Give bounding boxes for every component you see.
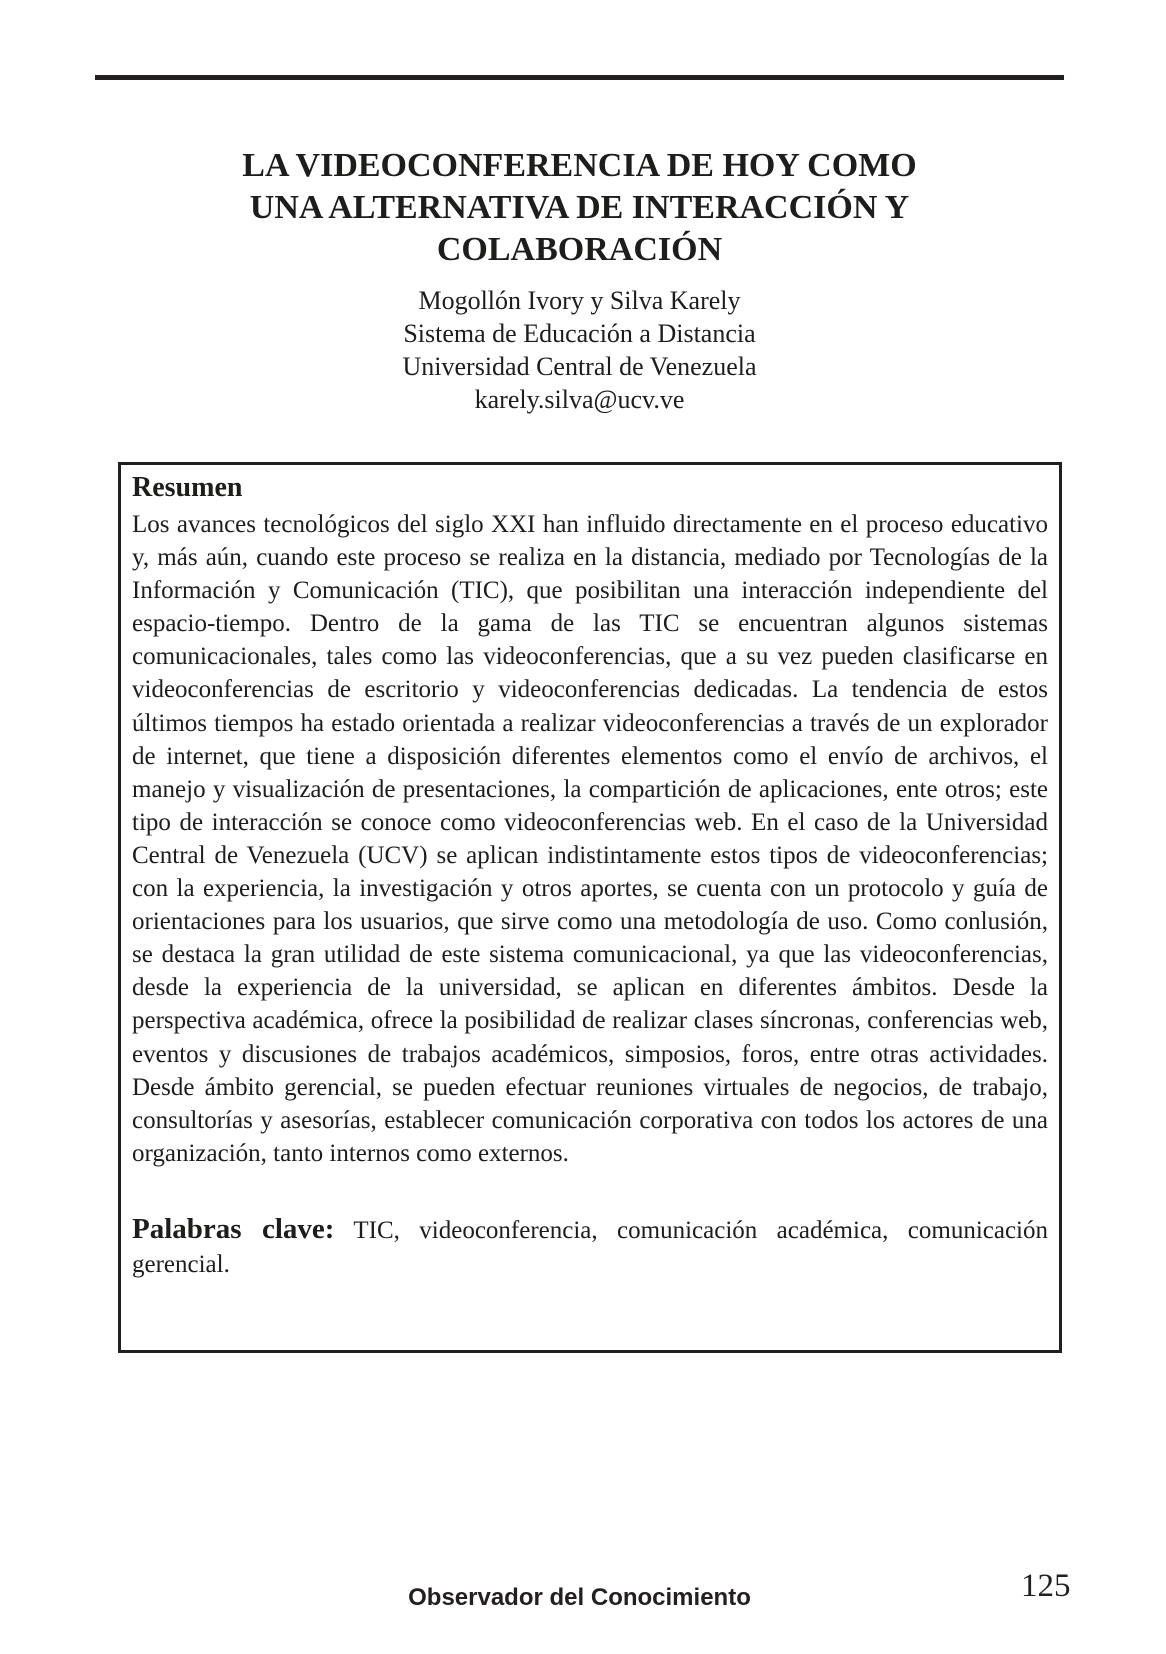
article-title-line-3: COLABORACIÓN [436, 231, 723, 268]
top-horizontal-rule [95, 75, 1064, 80]
abstract-box [118, 462, 1062, 1353]
keywords-paragraph [132, 1212, 1048, 1282]
affiliation-unit: Sistema de Educación a Distancia [403, 319, 756, 348]
article-title [95, 145, 1064, 271]
author-names: Mogollón Ivory y Silva Karely [418, 286, 741, 315]
journal-name: Observador del Conocimiento [408, 1584, 751, 1611]
article-title-line-1: LA VIDEOCONFERENCIA DE HOY COMO [242, 147, 917, 184]
keywords-label: Palabras clave: [132, 1212, 335, 1245]
article-title-line-2: UNA ALTERNATIVA DE INTERACCIÓN Y [249, 189, 910, 226]
affiliation-university: Universidad Central de Venezuela [402, 352, 757, 381]
byline-block [95, 284, 1064, 416]
abstract-text: Los avances tecnológicos del siglo XXI han influido directamente en el proceso educativo y, más aún, cuando este proceso se realiza en la distancia, mediado por Tecnologías de la Información y Comunicación (TIC), que posibilitan una interacción independiente del espacio-tiempo. Dentro de la gama de las TIC se encuentran algunos sistemas comunicacionales, tales como las videoconferencias, que a su vez pueden clasificarse en videoconferencias de escritorio y videoconferencias dedicadas. La tendencia de estos últimos tiempos ha estado orientada a realizar videoconferencias a través de un explorador de internet, que tiene a disposición diferentes elementos como el envío de archivos, el manejo y visualización de presentaciones, la compartición de aplicaciones, ente otros; este tipo de interacción se conoce como videoconferencias web. En el caso de la Universidad Central de Venezuela (UCV) se aplican indistintamente estos tipos de videoconferencias; con la experiencia, la investigación y otros aportes, se cuenta con un protocolo y guía de orientaciones para los usuarios, que sirve como una metodología de uso. Como conlusión, se destaca la gran utilidad de este sistema comunicacional, ya que las videoconferencias, desde la experiencia de la universidad, se aplican en diferentes ámbitos. Desde la perspectiva académica, ofrece la posibilidad de realizar clases síncronas, conferencias web, eventos y discusiones de trabajos académicos, simposios, foros, entre otras actividades. Desde ámbito gerencial, se pueden efectuar reuniones virtuales de negocios, de trabajo, consultorías y asesorías, establecer comunicación corporativa con todos los actores de una organización, tanto internos como externos. [132, 511, 1048, 1167]
author-email: karely.silva@ucv.ve [474, 385, 685, 414]
abstract-heading: Resumen [132, 472, 243, 503]
page-number: 125 [1021, 1568, 1071, 1604]
keywords-text: TIC, videoconferencia, comunicación académica, comunicación gerencial. [132, 1216, 1049, 1278]
